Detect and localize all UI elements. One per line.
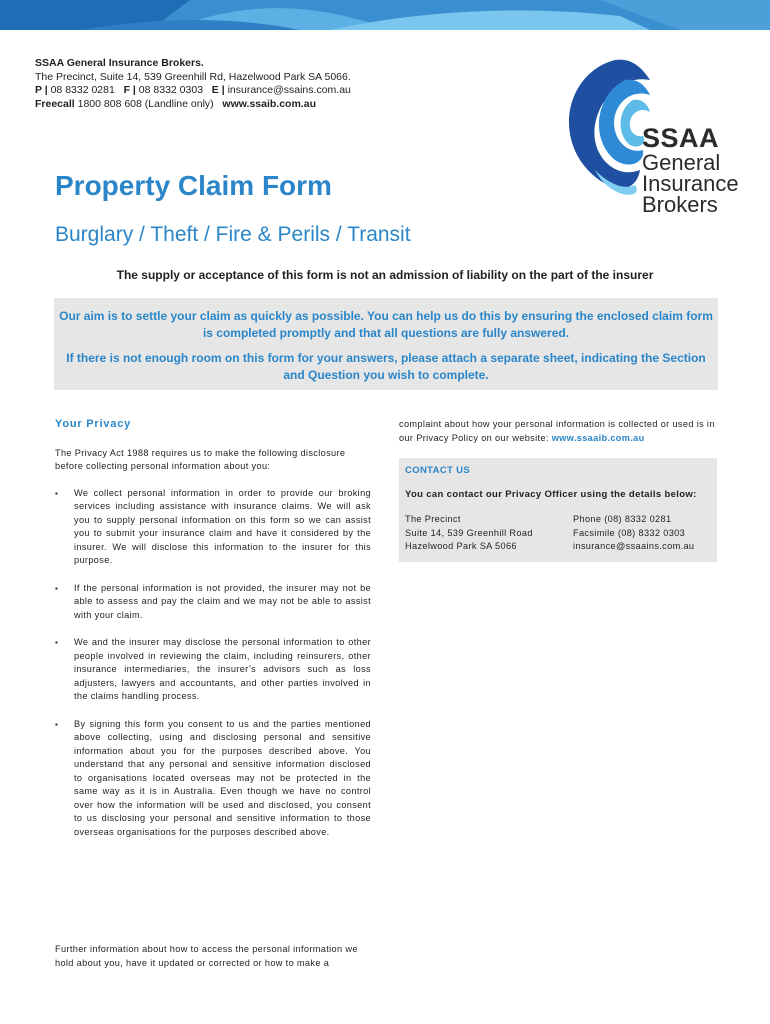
company-name: SSAA General Insurance Brokers. (35, 57, 204, 69)
contact-details (405, 513, 711, 554)
logo-line-ssaa: SSAA (642, 123, 720, 153)
contact-subheading: You can contact our Privacy Officer using the details below: (405, 488, 697, 500)
privacy-continued-text: complaint about how your personal information is collected or used is in our Privacy Policy on our website: (399, 419, 715, 443)
company-freecall: 1800 808 608 (Landline only) (77, 97, 214, 110)
bullet-square-icon: ▪ (55, 719, 59, 729)
contact-us-box (399, 458, 717, 562)
contact-email[interactable]: insurance@ssaains.com.au (573, 541, 695, 551)
email-label: E | (211, 84, 225, 96)
logo-line-brokers: Brokers (642, 192, 718, 217)
aim-notice-box (54, 298, 718, 390)
privacy-section (55, 418, 371, 853)
privacy-website-link[interactable]: www.ssaaib.com.au (551, 432, 645, 443)
privacy-bullet (55, 487, 371, 568)
contact-heading: CONTACT US (405, 465, 471, 476)
page-subtitle: Burglary / Theft / Fire & Perils / Transit (55, 223, 411, 246)
phone-label: P | (35, 84, 48, 96)
privacy-bullet-text: We and the insurer may disclose the personal information to other people involved in reviewing the claim, including reinsurers, other insurance intermediaries, the insurer’s advisors such as loss adjusters, lawyers and accountants, and other parties involved in the claims handling process. (74, 637, 371, 701)
logo-line-insurance: Insurance (642, 171, 739, 196)
privacy-intro: The Privacy Act 1988 requires us to make the following disclosure before collecting personal information about you: (55, 447, 346, 471)
bullet-square-icon: ▪ (55, 638, 59, 647)
company-website[interactable]: www.ssaib.com.au (222, 97, 316, 110)
logo-line-general: General (642, 150, 721, 175)
bullet-square-icon: ▪ (55, 488, 59, 498)
privacy-bullet (55, 582, 371, 623)
privacy-further-info: Further information about how to access the personal information we hold about you, have it updated or corrected or how to make a (55, 944, 358, 968)
contact-address (405, 513, 573, 554)
header-banner (0, 0, 770, 30)
privacy-bullet-list (55, 487, 371, 840)
contact-address-line: Suite 14, 539 Greenhill Road (405, 527, 533, 538)
fax-label: F | (123, 84, 136, 96)
extra-sheet-paragraph: If there is not enough room on this form for your answers, please attach a separate sheet, indicating the Section and Question you wish to complete. (66, 351, 706, 382)
privacy-heading: Your Privacy (55, 418, 132, 430)
company-phone: 08 8332 0281 (50, 84, 115, 96)
logo-wordmark (642, 124, 739, 215)
freecall-label: Freecall (35, 97, 75, 110)
contact-phone: Phone (08) 8332 0281 (573, 514, 672, 524)
privacy-bullet-text: If the personal information is not provided, the insurer may not be able to assess and pay the claim and we may not be able to assist with your claim. (74, 582, 371, 620)
privacy-bullet (55, 718, 371, 840)
privacy-bullet-text: By signing this form you consent to us and the parties mentioned above collecting, using and disclosing personal and sensitive information about you for the purposes described above. You understand that any personal and sensitive information disclosed to organisations located overseas may not be protected in the same way as it is in Australia. Even though we have no control over how the information will be used and disclosed, you consent to us disclosing your personal and sensitive information to those overseas organisations for the purposes described above. (74, 718, 371, 837)
company-freecall-line (35, 98, 351, 112)
bullet-square-icon: ▪ (55, 583, 59, 593)
privacy-bullet-text: We collect personal information in order to provide our broking services including assistance with insurance claims. We will ask you to supply personal information on this form so we can assist you to submit your insurance claim and have it considered by the insurer. We will disclose this information to the insurer for this purpose. (74, 487, 371, 565)
privacy-continued-section (399, 418, 717, 562)
contact-fax: Facsimile (08) 8332 0303 (573, 527, 686, 538)
privacy-continued (399, 418, 717, 445)
aim-paragraph: Our aim is to settle your claim as quickly as possible. You can help us do this by ensuring the enclosed claim form is completed promptly and that all questions are fully answered. (59, 309, 713, 340)
contact-address-line: Hazelwood Park SA 5066 (405, 541, 517, 551)
privacy-bullet (55, 636, 371, 704)
company-details (35, 57, 351, 111)
company-contacts-line (35, 84, 351, 98)
company-fax: 08 8332 0303 (138, 84, 204, 96)
contact-numbers (573, 513, 711, 554)
company-address: The Precinct, Suite 14, 539 Greenhill Rd, Hazelwood Park SA 5066. (35, 70, 351, 83)
page-title: Property Claim Form (55, 170, 332, 201)
contact-address-line: The Precinct (405, 514, 461, 524)
liability-disclaimer: The supply or acceptance of this form is not an admission of liability on the part of the insurer (116, 268, 654, 282)
company-email[interactable]: insurance@ssains.com.au (227, 84, 351, 96)
